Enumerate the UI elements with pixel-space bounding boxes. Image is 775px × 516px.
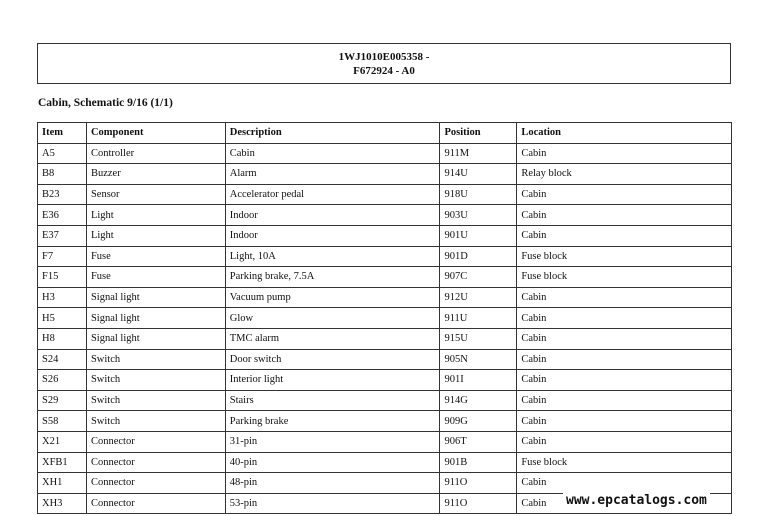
description-cell: Door switch bbox=[225, 349, 440, 370]
item-cell: E36 bbox=[38, 205, 87, 226]
description-cell: Indoor bbox=[225, 205, 440, 226]
component-cell: Connector bbox=[86, 431, 225, 452]
component-cell: Signal light bbox=[86, 287, 225, 308]
description-cell: Cabin bbox=[225, 143, 440, 164]
location-cell: Cabin bbox=[517, 493, 732, 514]
component-cell: Connector bbox=[86, 493, 225, 514]
item-cell: XH3 bbox=[38, 493, 87, 514]
table-header-row bbox=[38, 123, 732, 144]
location-cell: Fuse block bbox=[517, 267, 732, 288]
column-header-item: Item bbox=[38, 123, 87, 144]
component-cell: Switch bbox=[86, 349, 225, 370]
document-header-box bbox=[37, 43, 731, 84]
component-cell: Controller bbox=[86, 143, 225, 164]
location-cell: Cabin bbox=[517, 349, 732, 370]
item-cell: A5 bbox=[38, 143, 87, 164]
item-cell: XFB1 bbox=[38, 452, 87, 473]
position-cell: 912U bbox=[440, 287, 517, 308]
location-cell: Cabin bbox=[517, 390, 732, 411]
table-row bbox=[38, 431, 732, 452]
component-cell: Fuse bbox=[86, 246, 225, 267]
table-row bbox=[38, 370, 732, 391]
location-cell: Cabin bbox=[517, 473, 732, 494]
description-cell: Alarm bbox=[225, 164, 440, 185]
component-cell: Light bbox=[86, 225, 225, 246]
item-cell: S24 bbox=[38, 349, 87, 370]
position-cell: 914U bbox=[440, 164, 517, 185]
item-cell: S26 bbox=[38, 370, 87, 391]
component-cell: Buzzer bbox=[86, 164, 225, 185]
item-cell: H5 bbox=[38, 308, 87, 329]
location-cell: Cabin bbox=[517, 370, 732, 391]
location-cell: Cabin bbox=[517, 143, 732, 164]
item-cell: H8 bbox=[38, 328, 87, 349]
table-row bbox=[38, 164, 732, 185]
description-cell: Parking brake bbox=[225, 411, 440, 432]
position-cell: 911U bbox=[440, 308, 517, 329]
location-cell: Cabin bbox=[517, 431, 732, 452]
description-cell: Indoor bbox=[225, 225, 440, 246]
column-header-position: Position bbox=[440, 123, 517, 144]
description-cell: 53-pin bbox=[225, 493, 440, 514]
location-cell: Fuse block bbox=[517, 246, 732, 267]
watermark-url: www.epcatalogs.com bbox=[563, 493, 710, 508]
position-cell: 901D bbox=[440, 246, 517, 267]
position-cell: 905N bbox=[440, 349, 517, 370]
item-cell: H3 bbox=[38, 287, 87, 308]
document-id-line1: 1WJ1010E005358 - bbox=[338, 51, 430, 63]
column-header-component: Component bbox=[86, 123, 225, 144]
column-header-description: Description bbox=[225, 123, 440, 144]
location-cell: Cabin bbox=[517, 184, 732, 205]
table-row bbox=[38, 205, 732, 226]
location-cell: Cabin bbox=[517, 328, 732, 349]
item-cell: XH1 bbox=[38, 473, 87, 494]
position-cell: 901B bbox=[440, 452, 517, 473]
component-cell: Switch bbox=[86, 390, 225, 411]
description-cell: Vacuum pump bbox=[225, 287, 440, 308]
position-cell: 906T bbox=[440, 431, 517, 452]
column-header-location: Location bbox=[517, 123, 732, 144]
table-row bbox=[38, 308, 732, 329]
position-cell: 918U bbox=[440, 184, 517, 205]
position-cell: 911M bbox=[440, 143, 517, 164]
table-row bbox=[38, 328, 732, 349]
location-cell: Cabin bbox=[517, 205, 732, 226]
table-row bbox=[38, 287, 732, 308]
description-cell: Interior light bbox=[225, 370, 440, 391]
document-id-line2: F672924 - A0 bbox=[353, 65, 415, 77]
description-cell: TMC alarm bbox=[225, 328, 440, 349]
item-cell: F15 bbox=[38, 267, 87, 288]
item-cell: X21 bbox=[38, 431, 87, 452]
table-row bbox=[38, 390, 732, 411]
component-cell: Fuse bbox=[86, 267, 225, 288]
location-cell: Relay block bbox=[517, 164, 732, 185]
description-cell: Accelerator pedal bbox=[225, 184, 440, 205]
description-cell: 31-pin bbox=[225, 431, 440, 452]
description-cell: 40-pin bbox=[225, 452, 440, 473]
item-cell: B23 bbox=[38, 184, 87, 205]
item-cell: S58 bbox=[38, 411, 87, 432]
component-cell: Switch bbox=[86, 370, 225, 391]
table-row bbox=[38, 452, 732, 473]
item-cell: E37 bbox=[38, 225, 87, 246]
description-cell: Parking brake, 7.5A bbox=[225, 267, 440, 288]
position-cell: 903U bbox=[440, 205, 517, 226]
position-cell: 909G bbox=[440, 411, 517, 432]
position-cell: 901I bbox=[440, 370, 517, 391]
table-row bbox=[38, 246, 732, 267]
location-cell: Cabin bbox=[517, 287, 732, 308]
description-cell: 48-pin bbox=[225, 473, 440, 494]
description-cell: Stairs bbox=[225, 390, 440, 411]
table-row bbox=[38, 184, 732, 205]
position-cell: 911O bbox=[440, 493, 517, 514]
component-cell: Light bbox=[86, 205, 225, 226]
table-row bbox=[38, 267, 732, 288]
description-cell: Light, 10A bbox=[225, 246, 440, 267]
location-cell: Fuse block bbox=[517, 452, 732, 473]
item-cell: B8 bbox=[38, 164, 87, 185]
position-cell: 901U bbox=[440, 225, 517, 246]
position-cell: 914G bbox=[440, 390, 517, 411]
component-cell: Switch bbox=[86, 411, 225, 432]
component-cell: Signal light bbox=[86, 328, 225, 349]
description-cell: Glow bbox=[225, 308, 440, 329]
table-row bbox=[38, 349, 732, 370]
table-row bbox=[38, 411, 732, 432]
table-row bbox=[38, 473, 732, 494]
table-row bbox=[38, 225, 732, 246]
position-cell: 907C bbox=[440, 267, 517, 288]
component-cell: Signal light bbox=[86, 308, 225, 329]
parts-table bbox=[37, 122, 732, 514]
location-cell: Cabin bbox=[517, 308, 732, 329]
section-title: Cabin, Schematic 9/16 (1/1) bbox=[38, 97, 173, 109]
item-cell: S29 bbox=[38, 390, 87, 411]
location-cell: Cabin bbox=[517, 411, 732, 432]
component-cell: Connector bbox=[86, 473, 225, 494]
table-row bbox=[38, 143, 732, 164]
item-cell: F7 bbox=[38, 246, 87, 267]
component-cell: Connector bbox=[86, 452, 225, 473]
component-cell: Sensor bbox=[86, 184, 225, 205]
location-cell: Cabin bbox=[517, 225, 732, 246]
table-body bbox=[38, 143, 732, 514]
position-cell: 911O bbox=[440, 473, 517, 494]
position-cell: 915U bbox=[440, 328, 517, 349]
